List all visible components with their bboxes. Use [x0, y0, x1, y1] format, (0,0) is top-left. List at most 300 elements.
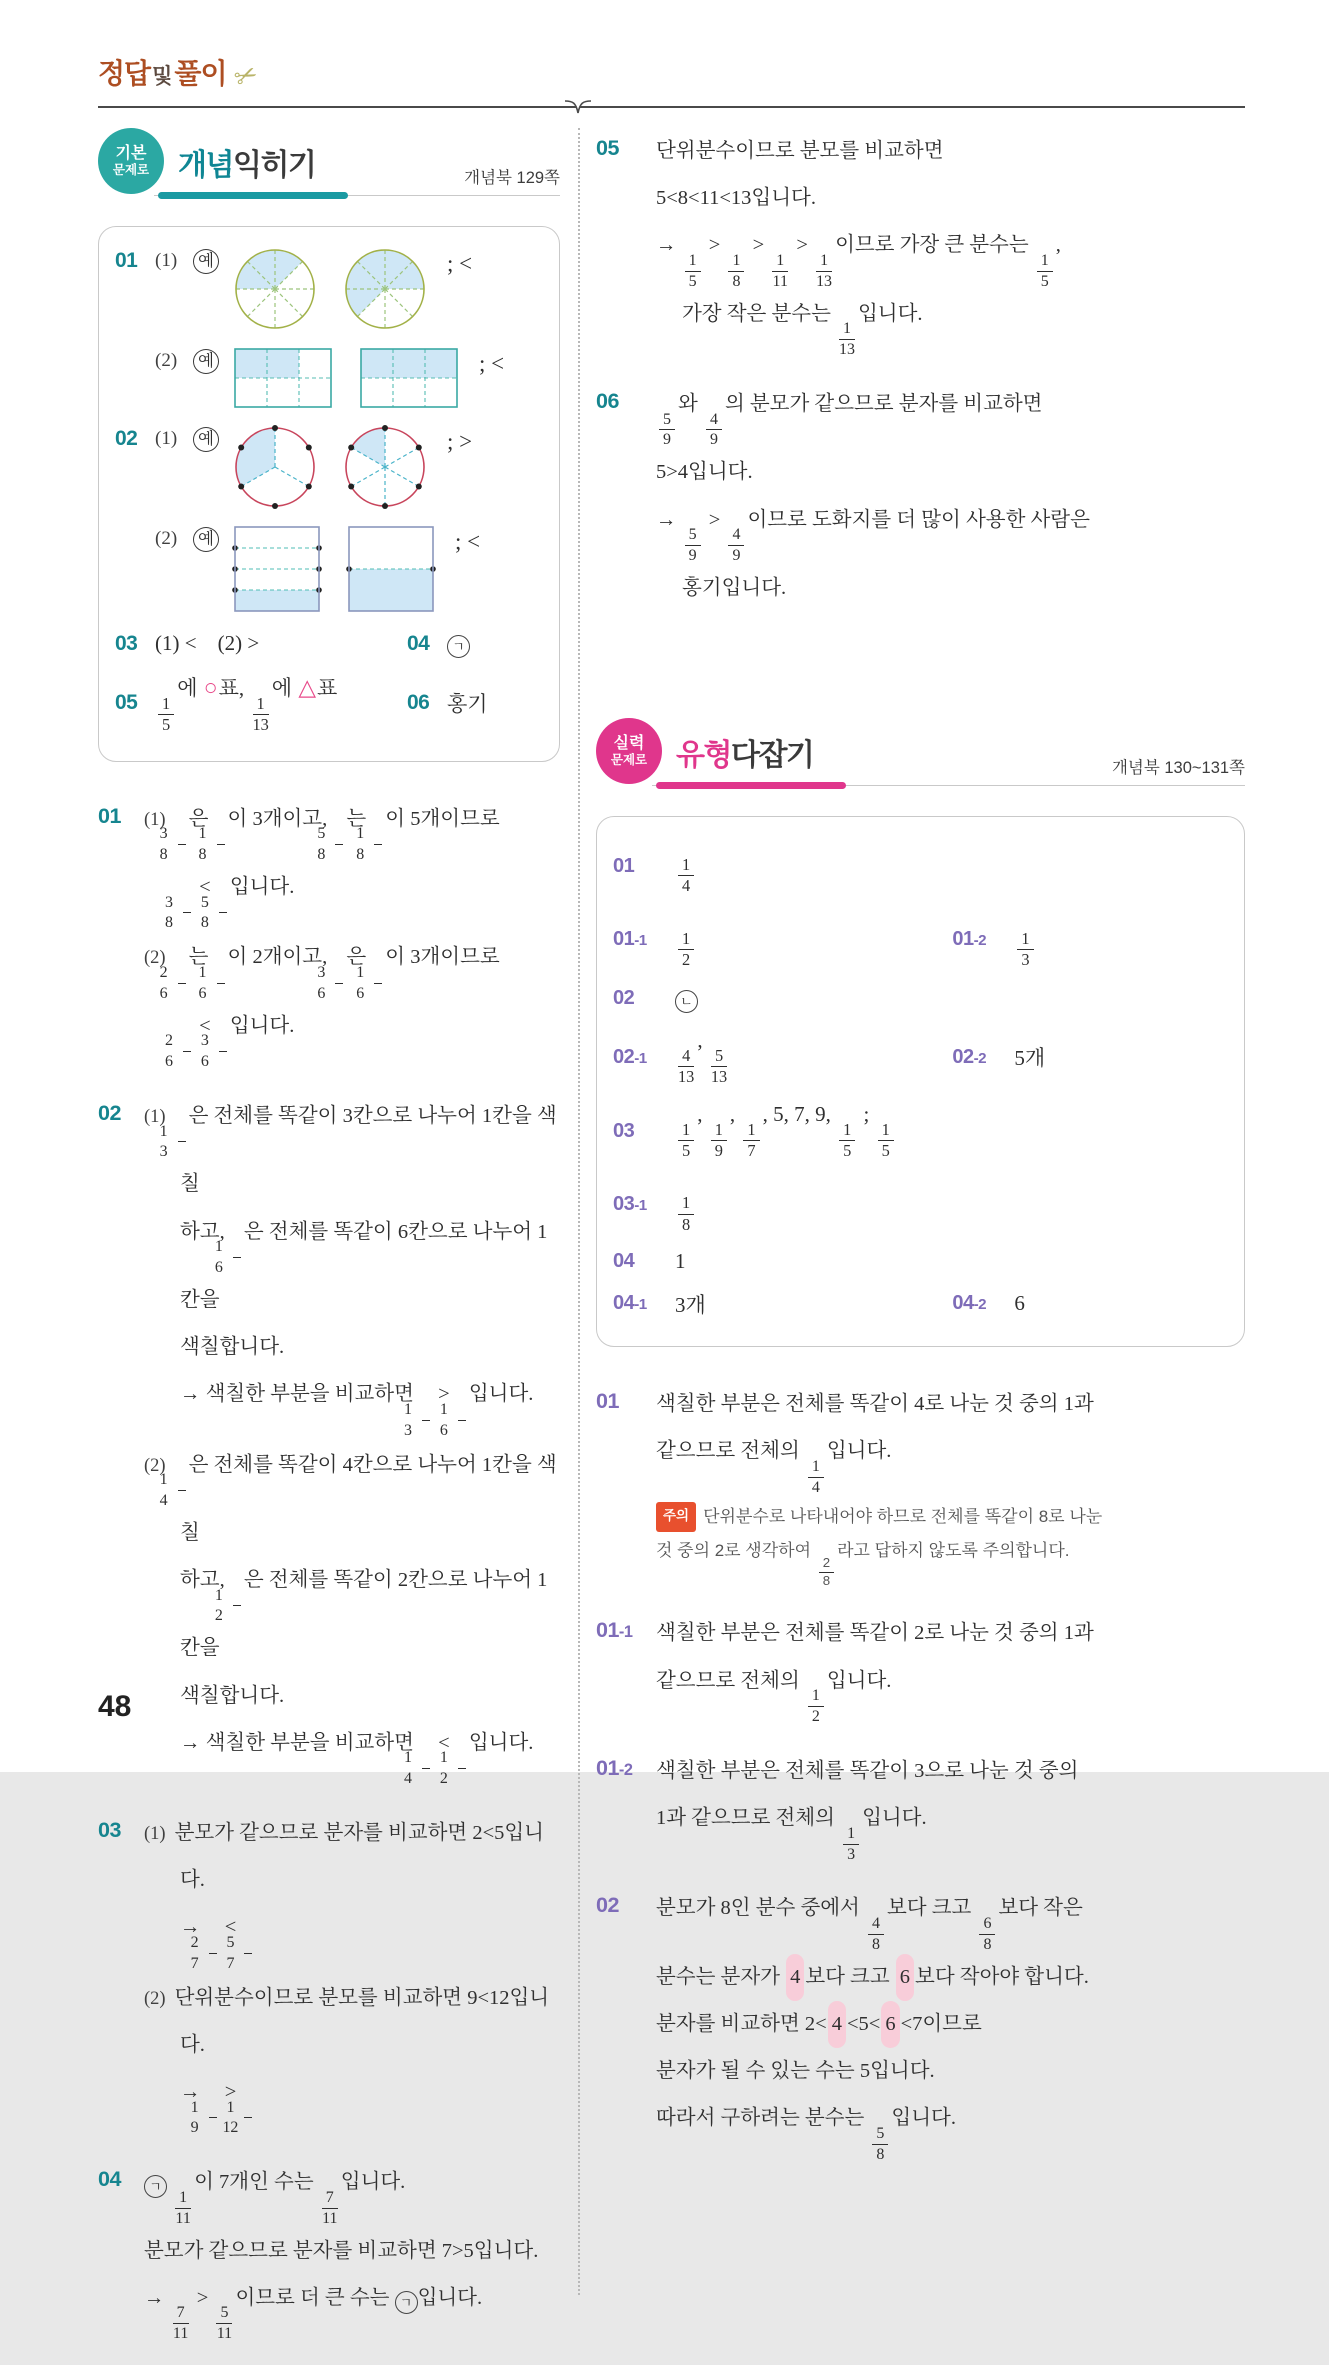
- fraction-numerator: 4: [868, 1915, 884, 1935]
- answer-row: [115, 347, 545, 409]
- solution-number: [98, 1093, 144, 1126]
- comparison-answer: ; <: [454, 529, 481, 554]
- answer-number: [115, 632, 155, 656]
- fraction-numerator: 7: [173, 2304, 189, 2324]
- solution-number-main: 02: [98, 1101, 121, 1126]
- circled-letter: ㄱ: [447, 635, 470, 658]
- solution-body: [656, 1610, 1245, 1728]
- answer-row: [613, 1249, 1230, 1274]
- answer-number: [115, 425, 155, 451]
- mark-symbol: △: [298, 675, 317, 700]
- answer-subitem-label: (1): [155, 250, 178, 271]
- part-label: (2): [144, 1988, 166, 2009]
- answer-figure-pie: [233, 425, 317, 509]
- circled-letter: ㄱ: [395, 2291, 418, 2314]
- right-column: [596, 128, 1245, 2186]
- answer-figure-hrows: [347, 525, 435, 613]
- column-divider: [560, 128, 596, 2365]
- fraction-numerator: 2: [209, 1934, 217, 1954]
- fraction-denominator: 11: [216, 2325, 233, 2343]
- highlighted-number: 4: [828, 2001, 846, 2048]
- solution-body: [656, 1381, 1245, 1591]
- fraction-denominator: 8: [822, 1572, 831, 1588]
- answer-number-main: 02: [115, 427, 138, 450]
- answer-number-main: 05: [115, 691, 138, 715]
- fraction-numerator: 1: [685, 252, 701, 272]
- fraction-denominator: 4: [811, 1478, 820, 1496]
- fraction-denominator: 8: [871, 1935, 880, 1953]
- answer-number-main: [115, 349, 120, 372]
- fraction-numerator: 5: [219, 894, 227, 914]
- answer-number-main: 02: [613, 987, 635, 1010]
- example-mark: 예: [193, 427, 219, 452]
- answer-row: [613, 1175, 1230, 1234]
- fraction-denominator: 13: [252, 715, 269, 735]
- solution-number-main: 06: [596, 389, 619, 413]
- answer-number-main: 04: [952, 1292, 974, 1315]
- part-label: (1): [144, 1824, 166, 1845]
- fraction-numerator: 1: [178, 1123, 186, 1143]
- answer-number-main: 01: [115, 249, 138, 272]
- textbook-page-reference: 개념북 129쪽: [464, 169, 560, 187]
- fraction-denominator: 5: [688, 272, 697, 290]
- fraction-numerator: 1: [678, 1121, 694, 1141]
- answer-number: [613, 1046, 675, 1069]
- fraction-numerator: 5: [872, 2125, 888, 2145]
- answer-cell: [613, 1102, 1230, 1161]
- fraction-numerator: 1: [217, 825, 225, 845]
- answer-number: [613, 1193, 675, 1216]
- fraction: $\frac{3}{8}$: [178, 825, 186, 864]
- badge-line1: 기본: [115, 144, 147, 162]
- solution-block: [596, 1610, 1245, 1728]
- fraction: $\frac{3}{6}$: [219, 1032, 227, 1071]
- answer-number-main: 06: [407, 691, 430, 715]
- fraction-denominator: 9: [709, 431, 718, 449]
- answer-cell: [613, 1028, 952, 1087]
- fraction-numerator: 7: [322, 2189, 338, 2209]
- comparison-answer: ; <: [478, 351, 505, 376]
- fraction-numerator: 1: [233, 1587, 241, 1607]
- answer-duo-row: [115, 672, 545, 735]
- dotted-divider-line: [578, 128, 580, 2295]
- solutions-basic: [98, 796, 560, 2346]
- fraction: [711, 1121, 727, 1161]
- fraction-numerator: 1: [678, 856, 694, 876]
- fraction: [979, 1915, 995, 1954]
- badge-line2: 문제로: [112, 163, 150, 177]
- answer-figures: [233, 347, 459, 409]
- mark-symbol: ○: [203, 675, 218, 700]
- answer-row: [115, 247, 545, 331]
- solution-part: (1) $\frac{3}{8}$ 은 $\frac{1}{8}$ 이 3개이고, $\frac{5}{8}$ 는 $\frac{1}{8}$ 이 5개이므로 $\frac{3}{8}$ < $\frac{5}{8}$ 입니다.: [144, 807, 500, 932]
- solution-number: [98, 796, 144, 829]
- answer-value: 1: [675, 1248, 686, 1273]
- fraction-numerator: 1: [422, 1401, 430, 1421]
- answer-row: [613, 1289, 1230, 1319]
- answer-cell: [613, 911, 952, 970]
- solution-number: [596, 1381, 656, 1414]
- fraction: $\frac{1}{3}$: [422, 1401, 430, 1440]
- answer-cell: [115, 672, 407, 735]
- fraction: [843, 1825, 859, 1864]
- answer-number: [952, 928, 1014, 951]
- solution-block: [98, 2159, 560, 2345]
- fraction: $\frac{5}{8}$: [335, 825, 343, 864]
- answer-value: (1) < (2) >: [155, 631, 260, 655]
- answer-value: [1014, 911, 1036, 970]
- answer-number-main: 03: [613, 1193, 635, 1216]
- fraction-numerator: 1: [458, 1401, 466, 1421]
- fraction-numerator: 5: [335, 825, 343, 845]
- answer-number-main: 02: [952, 1045, 974, 1068]
- answer-cell: [407, 629, 545, 658]
- caution-badge: 주의: [656, 1502, 696, 1531]
- fraction-denominator: 5: [881, 1140, 890, 1160]
- section-accent-bar: [656, 782, 846, 789]
- fraction-denominator: 13: [678, 1067, 695, 1087]
- fraction-denominator: 3: [1021, 949, 1030, 969]
- fraction-numerator: 5: [659, 411, 675, 431]
- fraction: $\frac{2}{7}$: [209, 1934, 217, 1973]
- answer-number-main: 01: [613, 928, 635, 951]
- page-header: [98, 52, 1245, 96]
- solution-part: 분모가 8인 분수 중에서 $\frac{4}{8}$ 보다 크고 $\frac{6}{8}$ 보다 작은 분수는 분자가 4 보다 크고 6 보다 작아야 합니다. 분자를 비교하면 2< 4 <5< 6 <7이므로 분자가 될 수 있는 수는 5입니다. 따라서 구하려는 분수는 $\frac{5}{8}$ 입니다.: [656, 1897, 1089, 2163]
- fraction-denominator: 11: [772, 272, 788, 290]
- example-mark: 예: [193, 249, 219, 274]
- fraction: $\frac{1}{6}$: [233, 1238, 241, 1277]
- answer-subitem-label: (2): [155, 350, 178, 371]
- answer-number: [407, 632, 447, 656]
- comparison-answer: ; <: [446, 251, 473, 276]
- fraction-numerator: 1: [878, 1121, 894, 1141]
- scissors-icon: ✂: [229, 57, 263, 95]
- fraction-denominator: 8: [983, 1935, 992, 1953]
- fraction: [819, 1556, 834, 1589]
- fraction: [678, 1121, 694, 1161]
- solution-number: [98, 1810, 144, 1843]
- header-title-part1: 정답: [98, 58, 151, 89]
- answer-number-main: 04: [407, 631, 430, 655]
- solution-number-suffix: -2: [618, 1760, 633, 1779]
- fraction-numerator: 5: [685, 526, 701, 546]
- caution-note: 주의 단위분수로 나타내어야 하므로 전체를 똑같이 8로 나눈 것 중의 2로 생각하여 $\frac{2}{8}$ 라고 답하지 않도록 주의합니다.: [656, 1500, 1245, 1588]
- two-column-layout: [98, 128, 1245, 2365]
- fraction-numerator: 1: [728, 252, 744, 272]
- fraction-numerator: 5: [244, 1934, 252, 1954]
- fraction-denominator: 9: [688, 546, 697, 564]
- answer-cell: [613, 1249, 1230, 1274]
- page-number: 48: [98, 1690, 132, 1723]
- fraction: $\frac{1}{9}$: [209, 2099, 217, 2138]
- answer-number-main: 04: [613, 1249, 635, 1272]
- fraction-denominator: 5: [843, 1140, 852, 1160]
- answer-row: [613, 837, 1230, 896]
- fraction: $\frac{1}{8}$: [217, 825, 225, 864]
- fraction-numerator: 4: [728, 526, 744, 546]
- fraction: [685, 526, 701, 565]
- fraction: [678, 930, 694, 970]
- fraction: [816, 252, 832, 291]
- fraction: $\frac{1}{4}$: [178, 1471, 186, 1510]
- answer-number-main: 03: [115, 631, 138, 655]
- fraction-numerator: 5: [216, 2304, 232, 2324]
- fraction-numerator: 1: [209, 2099, 217, 2119]
- fraction-numerator: 1: [374, 964, 382, 984]
- fraction-denominator: 11: [172, 2325, 189, 2343]
- solution-number-main: 05: [596, 136, 619, 160]
- textbook-page-reference: 개념북 130~131쪽: [1111, 759, 1245, 777]
- fraction: $\frac{1}{6}$: [458, 1401, 466, 1440]
- answer-value: [675, 984, 698, 1013]
- solution-part: (1) 분모가 같으므로 분자를 비교하면 2<5입니다. → $\frac{2}{7}$ < $\frac{5}{7}$: [144, 1822, 544, 1972]
- fraction-numerator: 1: [244, 2099, 252, 2119]
- answer-cell: [952, 1291, 1230, 1316]
- answer-cell: [115, 631, 407, 656]
- fraction-numerator: 1: [711, 1121, 727, 1141]
- answer-subitem-label: (2): [155, 528, 178, 549]
- fraction-numerator: 2: [819, 1556, 834, 1573]
- circled-letter: ㄱ: [144, 2175, 167, 2198]
- solution-body: [144, 2159, 560, 2345]
- answer-number-suffix: -2: [973, 932, 987, 950]
- solution-block: [596, 381, 1245, 614]
- solution-block: [596, 128, 1245, 361]
- answer-value: $\frac{4}{13}$ , $\frac{5}{13}$: [678, 1028, 728, 1087]
- fraction-numerator: 1: [808, 1458, 824, 1478]
- fraction-numerator: 1: [217, 964, 225, 984]
- solutions-basic-continued: [596, 128, 1245, 614]
- part-label: (1): [144, 1107, 166, 1128]
- answer-number: [613, 987, 675, 1010]
- fraction: [728, 252, 744, 291]
- solution-number-suffix: -1: [618, 1623, 633, 1642]
- answer-cell: [613, 837, 1230, 896]
- answer-number: [115, 691, 155, 715]
- badge-line2: 문제로: [610, 753, 648, 767]
- answer-value: 3개: [675, 1292, 706, 1317]
- fraction: [808, 1687, 824, 1726]
- fraction-numerator: 4: [678, 1047, 694, 1067]
- fraction-numerator: 1: [1017, 930, 1033, 950]
- part-label: (1): [144, 809, 166, 830]
- solution-block: [596, 1748, 1245, 1866]
- fraction-numerator: 4: [706, 411, 722, 431]
- solution-block: [98, 1810, 560, 2139]
- fraction: [728, 526, 744, 565]
- highlighted-number: 4: [786, 1954, 804, 2001]
- answer-number-main: 01: [613, 854, 635, 877]
- comparison-answer: ; >: [446, 429, 473, 454]
- fraction: [808, 1458, 824, 1497]
- answer-number: [952, 1046, 1014, 1069]
- fraction: $\frac{1}{2}$: [233, 1587, 241, 1626]
- answer-row: [613, 1102, 1230, 1161]
- solution-body: [656, 381, 1245, 614]
- solution-part: $\frac{5}{9}$ 와 $\frac{4}{9}$ 의 분모가 같으므로 분자를 비교하면 5>4입니다. → $\frac{5}{9}$ > $\frac{4}{9}$ 이므로 도화지를 더 많이 사용한 사람은 홍기입니다.: [656, 393, 1090, 599]
- answer-figure-hrows: [233, 525, 321, 613]
- answer-number-suffix: -1: [634, 1049, 647, 1067]
- answer-value: [675, 911, 697, 970]
- solution-number-main: 01: [596, 1388, 619, 1413]
- fraction: [878, 1121, 894, 1161]
- solution-part: (1) $\frac{1}{3}$ 은 전체를 똑같이 3칸으로 나누어 1칸을 색칠 하고, $\frac{1}{6}$ 은 전체를 똑같이 6칸으로 나누어 1칸을 색칠합니다. → 색칠한 부분을 비교하면 $\frac{1}{3}$ > $\frac{1}{6}$ 입니다.: [144, 1105, 557, 1439]
- fraction-denominator: 8: [732, 272, 741, 290]
- fraction-numerator: 1: [816, 252, 832, 272]
- fraction: $\frac{2}{6}$: [178, 964, 186, 1003]
- fraction-numerator: 1: [233, 1238, 241, 1258]
- fraction: [685, 252, 701, 291]
- answer-number: [613, 1292, 675, 1315]
- fraction: $\frac{1}{6}$: [374, 964, 382, 1003]
- highlighted-number: 6: [881, 2001, 899, 2048]
- section-header-basic: [98, 128, 560, 200]
- solution-part: 색칠한 부분은 전체를 똑같이 2로 나눈 것 중의 1과 같으므로 전체의 $\frac{1}{2}$ 입니다.: [656, 1622, 1094, 1726]
- example-mark: 예: [193, 527, 219, 552]
- fraction: [678, 1047, 694, 1087]
- section-title-rest: 익히기: [232, 149, 316, 182]
- answer-figure-pie: [233, 247, 317, 331]
- fraction: $\frac{3}{6}$: [335, 964, 343, 1003]
- answer-row: [613, 1028, 1230, 1087]
- header-rule: [98, 106, 1245, 108]
- fraction-denominator: 9: [714, 1140, 723, 1160]
- fraction: [743, 1121, 759, 1161]
- answer-value: 홍기: [447, 692, 488, 717]
- solution-part: (2) 단위분수이므로 분모를 비교하면 9<12입니다. → $\frac{1}{9}$ > $\frac{1}{12}$: [144, 1986, 550, 2137]
- solution-number: [596, 1748, 656, 1781]
- fraction-numerator: 1: [839, 1121, 855, 1141]
- answer-figures: [233, 525, 435, 613]
- solution-part: 단위분수이므로 분모를 비교하면 5<8<11<13입니다. → $\frac{1}{5}$ > $\frac{1}{8}$ > $\frac{1}{11}$ > $\frac{1}{13}$ 이므로 가장 큰 분수는 $\frac{1}{5}$ , 가장 작은 분수는 $\frac{1}{13}$ 입니다.: [656, 140, 1061, 359]
- solution-block: [596, 1381, 1245, 1591]
- fraction-denominator: 9: [663, 431, 671, 449]
- answer-figures: [233, 247, 427, 331]
- fraction: $\frac{1}{8}$: [374, 825, 382, 864]
- answer-value: $\frac{1}{5}$ 에 ○표, $\frac{1}{13}$ 에 △표: [155, 672, 337, 735]
- fraction: [839, 320, 855, 359]
- fraction-numerator: 1: [808, 1687, 824, 1707]
- fraction-denominator: 5: [682, 1140, 691, 1160]
- solution-body: [656, 128, 1245, 361]
- solution-number-main: 01: [98, 803, 121, 828]
- answer-cell: [952, 911, 1230, 970]
- solution-number: [596, 381, 656, 414]
- answer-figures: [233, 425, 427, 509]
- circled-letter: ㄴ: [675, 990, 698, 1013]
- fraction-numerator: 1: [178, 1471, 186, 1491]
- solution-number: [596, 128, 656, 161]
- fraction-numerator: 3: [219, 1032, 227, 1052]
- fraction-numerator: 1: [839, 320, 855, 340]
- answer-box-basic: [98, 226, 560, 762]
- answer-box-advanced: [596, 816, 1245, 1347]
- fraction-numerator: 1: [175, 2189, 191, 2209]
- fraction: [678, 856, 694, 896]
- answer-number-main: 04: [613, 1292, 635, 1315]
- solution-body: [656, 1885, 1245, 2165]
- answer-number-suffix: -1: [634, 1296, 647, 1314]
- fraction: [252, 695, 268, 735]
- fraction-numerator: 1: [678, 930, 694, 950]
- fraction-denominator: 5: [1040, 272, 1049, 290]
- solution-body: [144, 1810, 560, 2139]
- fraction: [175, 2189, 191, 2228]
- fraction: [678, 1194, 694, 1234]
- fraction-numerator: 1: [458, 1749, 466, 1769]
- fraction-denominator: 13: [816, 272, 833, 290]
- solutions-advanced: [596, 1381, 1245, 2166]
- fraction-numerator: 1: [422, 1749, 430, 1769]
- fraction: [173, 2304, 189, 2343]
- solution-part: (2) $\frac{2}{6}$ 는 $\frac{1}{6}$ 이 2개이고, $\frac{3}{6}$ 은 $\frac{1}{6}$ 이 3개이므로 $\frac{2}{6}$ < $\frac{3}{6}$ 입니다.: [144, 946, 500, 1071]
- solution-part: (2) $\frac{1}{4}$ 은 전체를 똑같이 4칸으로 나누어 1칸을 색칠 하고, $\frac{1}{2}$ 은 전체를 똑같이 2칸으로 나누어 1칸을 색칠합니다. → 색칠한 부분을 비교하면 $\frac{1}{4}$ < $\frac{1}{2}$ 입니다.: [144, 1453, 557, 1788]
- fraction: $\frac{1}{2}$: [458, 1749, 466, 1788]
- solution-number: [98, 2159, 144, 2192]
- answer-cell: [613, 1289, 952, 1319]
- section-title-accent: 개념: [178, 149, 233, 182]
- solution-block: [98, 796, 560, 1073]
- header-title-part2: 및: [152, 65, 173, 88]
- solution-block: [98, 1093, 560, 1790]
- fraction-numerator: 3: [178, 825, 186, 845]
- fraction-numerator: 1: [253, 695, 269, 715]
- solution-number-main: 01: [596, 1618, 619, 1643]
- fraction: [322, 2189, 338, 2228]
- answer-value: $\frac{1}{5}$ , $\frac{1}{9}$ , $\frac{1}{7}$ , 5, 7, 9, $\frac{1}{5}$ ; $\frac{1}{5}$: [675, 1102, 897, 1161]
- fraction-denominator: 8: [682, 1214, 691, 1234]
- highlighted-number: 6: [896, 1954, 914, 2001]
- fraction-numerator: 1: [374, 825, 382, 845]
- fraction: $\frac{3}{8}$: [183, 894, 191, 933]
- fraction-denominator: 11: [175, 2209, 191, 2227]
- column-brace-icon: [564, 99, 592, 117]
- solution-part: 색칠한 부분은 전체를 똑같이 4로 나눈 것 중의 1과 같으므로 전체의 $\frac{1}{4}$ 입니다.: [656, 1392, 1094, 1496]
- answer-number-suffix: -2: [973, 1296, 987, 1314]
- answer-number: [952, 1292, 1014, 1315]
- section-title: [178, 140, 315, 184]
- fraction-denominator: 11: [322, 2209, 338, 2227]
- answer-row: [115, 425, 545, 509]
- fraction-numerator: 1: [158, 695, 174, 715]
- answer-number: [613, 1250, 675, 1273]
- part-label: (2): [144, 948, 166, 969]
- answer-row: [115, 525, 545, 613]
- section-title-rest: 다잡기: [730, 739, 814, 772]
- answer-value: [675, 1175, 697, 1234]
- answer-figure-pie: [343, 425, 427, 509]
- answer-subitem-label: (1): [155, 428, 178, 449]
- fraction: $\frac{1}{4}$: [422, 1749, 430, 1788]
- solution-number-main: 04: [98, 2167, 121, 2192]
- answer-number-main: 03: [613, 1119, 635, 1142]
- fraction-numerator: 3: [335, 964, 343, 984]
- answer-number-suffix: -2: [973, 1049, 987, 1067]
- answer-figure-pie: [343, 247, 427, 331]
- fraction: $\frac{5}{8}$: [219, 894, 227, 933]
- advanced-problems-badge: [596, 718, 662, 784]
- basic-problems-badge: [98, 128, 164, 194]
- fraction-denominator: 9: [732, 546, 741, 564]
- section-header-advanced: [596, 718, 1245, 790]
- fraction: [839, 1121, 855, 1161]
- fraction: [216, 2304, 232, 2343]
- fraction: $\frac{1}{12}$: [244, 2099, 252, 2138]
- solution-number-main: 02: [596, 1893, 619, 1918]
- fraction: [772, 252, 788, 291]
- solution-body: [144, 1093, 560, 1790]
- solution-number: [596, 1885, 656, 1918]
